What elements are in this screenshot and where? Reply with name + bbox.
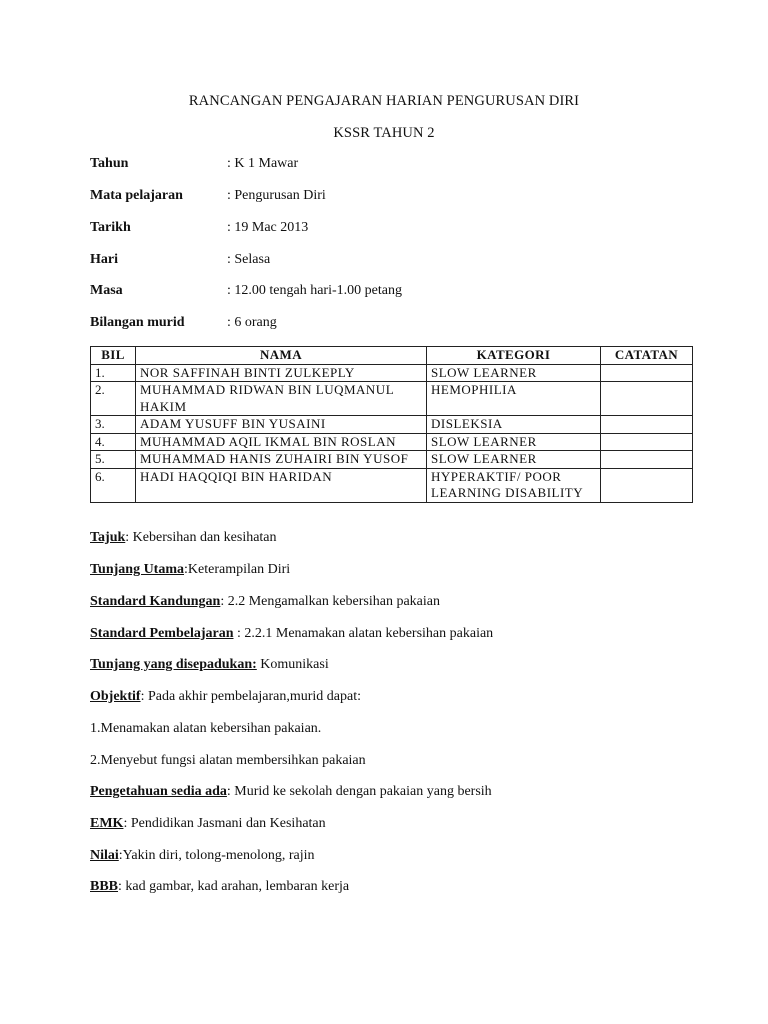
detail-bbb bbox=[90, 879, 349, 895]
detail-label: Tunjang Utama bbox=[90, 562, 185, 577]
document-subtitle: KSSR TAHUN 2 bbox=[333, 125, 435, 141]
table-row bbox=[91, 451, 693, 469]
detail-tunjang-disepadukan bbox=[90, 657, 329, 673]
detail-objektif bbox=[90, 689, 361, 705]
info-label: Masa bbox=[90, 283, 123, 298]
detail-standard-pembelajaran bbox=[90, 626, 493, 642]
detail-label: Standard Kandungan bbox=[90, 594, 221, 609]
detail-value: : 2.2.1 Menamakan alatan kebersihan pakaian bbox=[233, 626, 494, 641]
column-header-kategori: KATEGORI bbox=[427, 347, 601, 365]
cell-bil: 1. bbox=[91, 364, 136, 382]
cell-bil: 3. bbox=[91, 416, 136, 434]
table-row bbox=[91, 382, 693, 416]
detail-value: : Murid ke sekolah dengan pakaian yang bersih bbox=[226, 784, 492, 799]
detail-value: : kad gambar, kad arahan, lembaran kerja bbox=[118, 879, 350, 894]
cell-kategori: SLOW LEARNER bbox=[427, 433, 601, 451]
info-label: Tarikh bbox=[90, 220, 131, 235]
detail-emk bbox=[90, 816, 326, 832]
info-value: : Selasa bbox=[227, 252, 271, 267]
info-value: : 19 Mac 2013 bbox=[227, 220, 309, 235]
objektif-item-1: 1.Menamakan alatan kebersihan pakaian. bbox=[90, 721, 322, 736]
detail-value: : 2.2 Mengamalkan kebersihan pakaian bbox=[220, 594, 440, 609]
cell-bil: 6. bbox=[91, 468, 136, 502]
info-value: : 12.00 tengah hari-1.00 petang bbox=[227, 283, 402, 298]
cell-catatan bbox=[601, 416, 693, 434]
detail-value: : Pada akhir pembelajaran,murid dapat: bbox=[140, 689, 361, 704]
detail-tunjang-utama bbox=[90, 562, 290, 578]
cell-bil: 4. bbox=[91, 433, 136, 451]
detail-value: Komunikasi bbox=[256, 657, 329, 672]
table-header-row bbox=[91, 347, 693, 365]
cell-nama: MUHAMMAD HANIS ZUHAIRI BIN YUSOF bbox=[136, 451, 427, 469]
cell-catatan bbox=[601, 468, 693, 502]
detail-label: Tunjang yang disepadukan: bbox=[90, 657, 257, 672]
column-header-nama: NAMA bbox=[136, 347, 427, 365]
detail-label: Nilai bbox=[90, 848, 119, 863]
detail-label: Pengetahuan sedia ada bbox=[90, 784, 227, 799]
info-value: : Pengurusan Diri bbox=[227, 188, 326, 203]
info-label: Bilangan murid bbox=[90, 315, 185, 330]
cell-nama: HADI HAQQIQI BIN HARIDAN bbox=[136, 468, 427, 502]
detail-value: :Keterampilan Diri bbox=[184, 562, 291, 577]
objektif-item-2: 2.Menyebut fungsi alatan membersihkan pakaian bbox=[90, 753, 366, 768]
detail-label: Objektif bbox=[90, 689, 141, 704]
detail-label: Tajuk bbox=[90, 530, 126, 545]
info-value: : 6 orang bbox=[227, 315, 277, 330]
info-label: Tahun bbox=[90, 156, 129, 171]
cell-bil: 5. bbox=[91, 451, 136, 469]
detail-value: : Pendidikan Jasmani dan Kesihatan bbox=[123, 816, 326, 831]
detail-value: : Kebersihan dan kesihatan bbox=[125, 530, 277, 545]
column-header-bil: BIL bbox=[91, 347, 136, 365]
cell-kategori: HEMOPHILIA bbox=[427, 382, 601, 416]
detail-label: BBB bbox=[90, 879, 119, 894]
info-value: : K 1 Mawar bbox=[227, 156, 299, 171]
cell-bil: 2. bbox=[91, 382, 136, 416]
cell-catatan bbox=[601, 382, 693, 416]
table-row bbox=[91, 416, 693, 434]
column-header-catatan: CATATAN bbox=[601, 347, 693, 365]
student-table bbox=[90, 346, 693, 503]
detail-tajuk bbox=[90, 530, 277, 546]
detail-nilai bbox=[90, 848, 315, 864]
table-row bbox=[91, 433, 693, 451]
cell-catatan bbox=[601, 451, 693, 469]
document-title: RANCANGAN PENGAJARAN HARIAN PENGURUSAN DIRI bbox=[188, 93, 580, 109]
detail-label: Standard Pembelajaran bbox=[90, 626, 234, 641]
detail-value: :Yakin diri, tolong-menolong, rajin bbox=[118, 848, 315, 863]
detail-label: EMK bbox=[90, 816, 124, 831]
cell-nama: MUHAMMAD AQIL IKMAL BIN ROSLAN bbox=[136, 433, 427, 451]
cell-kategori: SLOW LEARNER bbox=[427, 451, 601, 469]
detail-pengetahuan-sedia-ada bbox=[90, 784, 492, 800]
cell-kategori: SLOW LEARNER bbox=[427, 364, 601, 382]
cell-kategori: HYPERAKTIF/ POOR LEARNING DISABILITY bbox=[427, 468, 601, 502]
table-row bbox=[91, 468, 693, 502]
info-label: Hari bbox=[90, 252, 118, 267]
table-row bbox=[91, 364, 693, 382]
cell-kategori: DISLEKSIA bbox=[427, 416, 601, 434]
detail-standard-kandungan bbox=[90, 594, 440, 610]
cell-nama: MUHAMMAD RIDWAN BIN LUQMANUL HAKIM bbox=[136, 382, 427, 416]
info-label: Mata pelajaran bbox=[90, 188, 183, 203]
cell-nama: NOR SAFFINAH BINTI ZULKEPLY bbox=[136, 364, 427, 382]
cell-catatan bbox=[601, 364, 693, 382]
cell-nama: ADAM YUSUFF BIN YUSAINI bbox=[136, 416, 427, 434]
cell-catatan bbox=[601, 433, 693, 451]
